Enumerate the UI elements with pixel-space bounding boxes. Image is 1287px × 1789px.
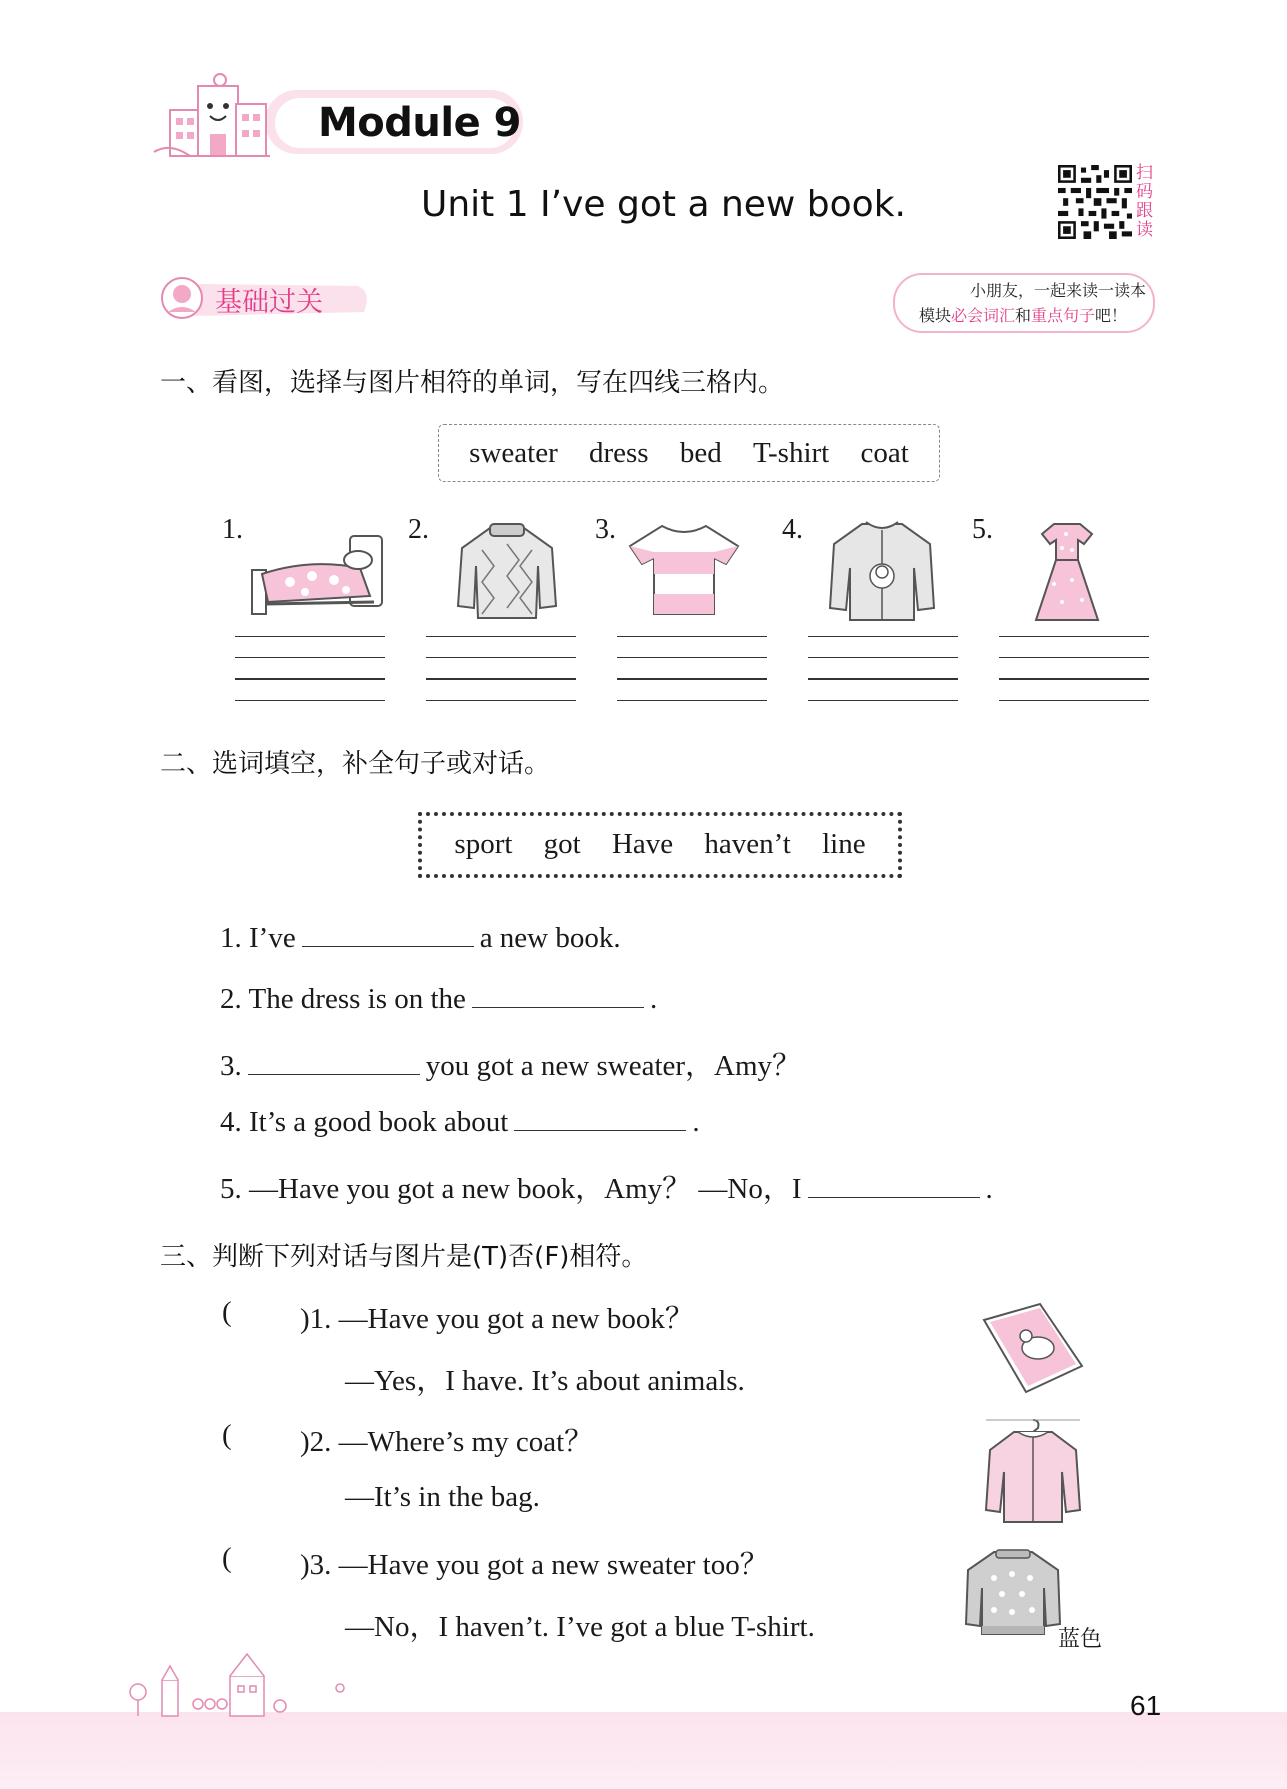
color-caption: 蓝色 <box>1058 1627 1103 1652</box>
fill-sentence: 4. It’s a good book about . <box>220 1106 700 1138</box>
bed-icon <box>250 522 390 622</box>
fill-sentence: 5. —Have you got a new book，Amy？ —No，I . <box>220 1173 993 1205</box>
tf-question: )1. —Have you got a new book？ <box>300 1303 694 1335</box>
fill-sentence: 2. The dress is on the . <box>220 983 658 1015</box>
module-title: Module 9 <box>318 100 521 146</box>
dress-icon <box>1032 520 1102 624</box>
four-line-grid[interactable] <box>617 636 767 721</box>
footer-town-decoration <box>120 1640 390 1720</box>
q3-heading: 三、判断下列对话与图片是(T)否(F)相符。 <box>160 1242 648 1272</box>
answer-blank[interactable] <box>302 920 474 947</box>
q1-item-number: 1. <box>222 514 243 545</box>
fill-sentence: 3. you got a new sweater，Amy？ <box>220 1050 802 1082</box>
q1-item-number: 4. <box>782 514 803 545</box>
q1-item-number: 3. <box>595 514 616 545</box>
qr-code-icon[interactable] <box>1058 165 1132 239</box>
answer-blank[interactable] <box>808 1171 980 1198</box>
tf-answer: —It’s in the bag. <box>345 1481 540 1513</box>
hanging-coat-icon <box>982 1418 1084 1524</box>
tip-text-line1: 小朋友，一起来读一读本 <box>969 281 1146 300</box>
q1-word-bank <box>438 424 940 482</box>
unit-title: Unit 1 I’ve got a new book. <box>420 184 906 225</box>
tf-answer: —No，I haven’t. I’ve got a blue T-shirt. <box>345 1611 815 1643</box>
word-option: bed <box>679 437 722 469</box>
tip-text-line2: 模块必会词汇和重点句子吧！ <box>918 306 1128 325</box>
coat-icon <box>826 516 938 624</box>
word-option: line <box>822 828 866 860</box>
word-option: sport <box>454 828 513 860</box>
sweater-icon <box>452 520 562 625</box>
tshirt-icon <box>626 522 742 618</box>
page-number: 61 <box>1130 1690 1162 1721</box>
answer-blank[interactable] <box>472 981 644 1008</box>
four-line-grid[interactable] <box>235 636 385 721</box>
word-option: got <box>543 828 581 860</box>
answer-blank[interactable] <box>514 1104 686 1131</box>
animal-book-icon <box>980 1300 1086 1396</box>
word-option: coat <box>860 437 909 469</box>
sweater-icon <box>964 1548 1062 1638</box>
answer-paren[interactable]: ( <box>222 1296 232 1328</box>
four-line-grid[interactable] <box>426 636 576 721</box>
tf-question: )2. —Where’s my coat？ <box>300 1426 594 1458</box>
q1-item-number: 2. <box>408 514 429 545</box>
section-badge-label: 基础过关 <box>215 287 323 318</box>
tf-answer: —Yes，I have. It’s about animals. <box>345 1365 745 1397</box>
answer-paren[interactable]: ( <box>222 1542 232 1574</box>
word-option: sweater <box>469 437 558 469</box>
q2-heading: 二、选词填空，补全句子或对话。 <box>160 749 551 779</box>
word-option: dress <box>588 437 649 469</box>
word-option: T-shirt <box>752 437 830 469</box>
answer-blank[interactable] <box>248 1048 420 1075</box>
four-line-grid[interactable] <box>999 636 1149 721</box>
word-option: Have <box>611 828 674 860</box>
qr-scan-label: 扫码跟读 <box>1136 163 1153 240</box>
answer-paren[interactable]: ( <box>222 1419 232 1451</box>
footer-band <box>0 1712 1287 1789</box>
q2-word-bank <box>418 812 902 878</box>
q1-heading: 一、看图，选择与图片相符的单词，写在四线三格内。 <box>160 368 785 398</box>
tf-question: )3. —Have you got a new sweater too？ <box>300 1549 769 1581</box>
four-line-grid[interactable] <box>808 636 958 721</box>
q1-item-number: 5. <box>972 514 993 545</box>
fill-sentence: 1. I’ve a new book. <box>220 922 621 954</box>
word-option: haven’t <box>704 828 791 860</box>
